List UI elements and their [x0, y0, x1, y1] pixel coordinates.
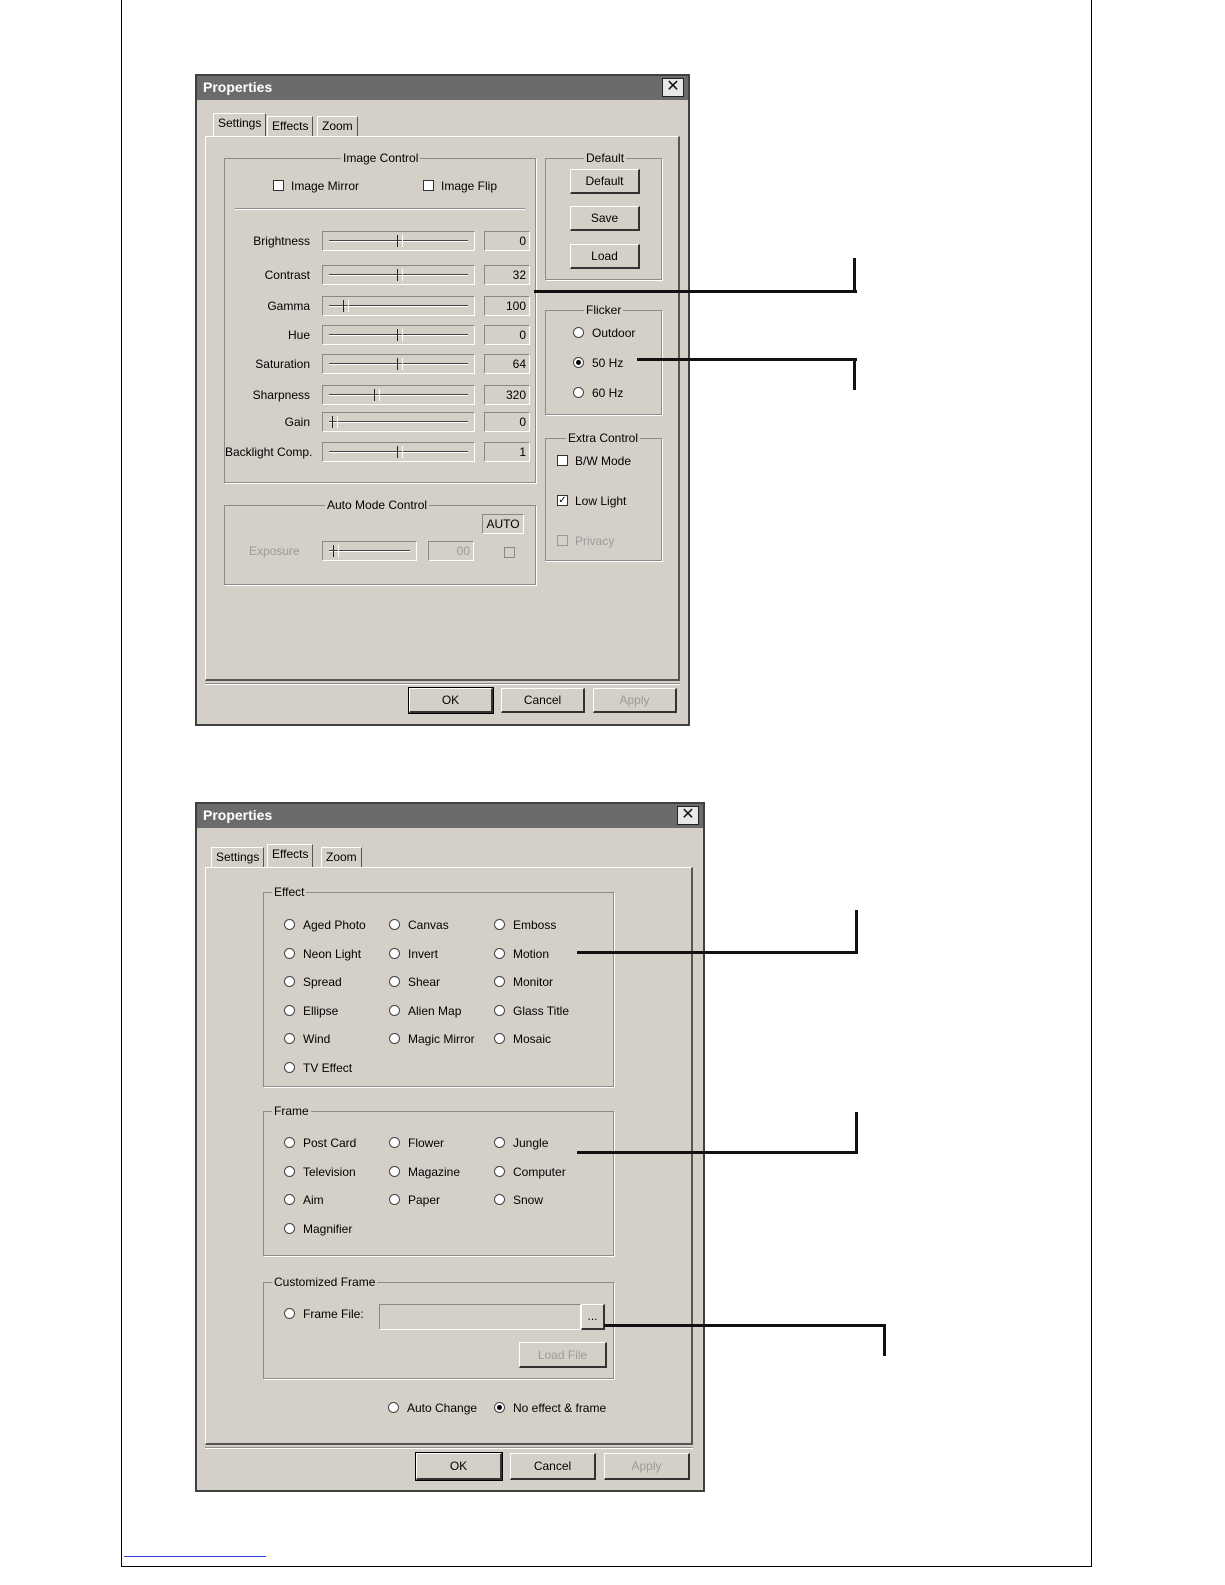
tv-effect-radio[interactable] [284, 1062, 295, 1073]
paper-radio[interactable] [389, 1194, 400, 1205]
magazine-label: Magazine [408, 1164, 461, 1179]
footer-separator [205, 683, 680, 685]
callout-line-gamma [534, 290, 857, 293]
magic-mirror-radio[interactable] [389, 1033, 400, 1044]
bw-mode-checkbox[interactable] [557, 455, 568, 466]
callout-tick-frame [855, 1112, 858, 1154]
computer-radio[interactable] [494, 1166, 505, 1177]
low-light-checkbox[interactable]: ✓ [558, 495, 567, 506]
default-button[interactable]: Default [570, 169, 640, 194]
image-control-legend: Image Control [343, 151, 419, 165]
backlight-comp-slider[interactable] [322, 442, 475, 462]
properties-dialog-effects [195, 802, 705, 1492]
canvas-radio[interactable] [389, 919, 400, 930]
saturation-value: 64 [484, 354, 530, 374]
monitor-radio[interactable] [494, 976, 505, 987]
browse-button[interactable]: ... [581, 1304, 605, 1330]
image-control-group [224, 151, 536, 483]
sharpness-slider-thumb[interactable] [374, 389, 380, 401]
dialog-title: Properties [203, 807, 273, 823]
frame-file-radio[interactable] [284, 1308, 295, 1319]
exposure-label: Exposure [249, 544, 300, 558]
frame-file-label: Frame File: [303, 1307, 364, 1321]
exposure-value: 00 [428, 541, 474, 561]
close-icon[interactable]: ✕ [677, 806, 699, 825]
callout-tick-effect [855, 910, 858, 954]
callout-tick-gamma [853, 258, 856, 293]
flicker-50-hz-radio[interactable] [573, 357, 584, 368]
cancel-button[interactable]: Cancel [501, 688, 585, 713]
exposure-slider[interactable] [322, 541, 417, 561]
aged-photo-radio[interactable] [284, 919, 295, 930]
television-radio[interactable] [284, 1166, 295, 1177]
frame-legend: Frame [274, 1104, 309, 1118]
contrast-slider-thumb[interactable] [397, 269, 403, 281]
snow-radio[interactable] [494, 1194, 505, 1205]
post-card-label: Post Card [303, 1136, 357, 1150]
alien-map-radio[interactable] [389, 1005, 400, 1016]
extra-control-legend: Extra Control [568, 431, 639, 445]
tab-zoom[interactable]: Zoom [317, 116, 358, 136]
saturation-label: Saturation [255, 357, 310, 371]
gain-slider-thumb[interactable] [332, 416, 338, 428]
contrast-label: Contrast [264, 268, 310, 282]
load-file-button[interactable]: Load File [519, 1342, 607, 1368]
saturation-slider-thumb[interactable] [397, 358, 403, 370]
gamma-label: Gamma [267, 299, 310, 313]
hue-slider-thumb[interactable] [397, 329, 403, 341]
gain-value: 0 [484, 412, 530, 432]
callout-line-custom-frame [604, 1324, 886, 1327]
tab-zoom[interactable]: Zoom [321, 847, 362, 867]
save-button[interactable]: Save [570, 206, 640, 231]
shear-radio[interactable] [389, 976, 400, 987]
gamma-slider-thumb[interactable] [343, 300, 349, 312]
properties-dialog-settings [195, 74, 690, 726]
snow-label: Snow [513, 1193, 544, 1207]
post-card-radio[interactable] [284, 1137, 295, 1148]
flicker-50-hz-label: 50 Hz [592, 356, 624, 370]
no-effect-label: No effect & frame [513, 1401, 607, 1415]
tab-effects[interactable]: Effects [267, 844, 313, 867]
low-light-label: Low Light [575, 494, 627, 508]
hue-label: Hue [287, 328, 310, 342]
image-flip-label: Image Flip [441, 179, 498, 193]
canvas-label: Canvas [408, 918, 449, 932]
auto-change-radio[interactable] [388, 1402, 399, 1413]
gain-slider[interactable] [322, 412, 475, 432]
exposure-auto-checkbox[interactable] [504, 547, 515, 558]
callout-line-flicker [637, 358, 857, 361]
load-button[interactable]: Load [570, 244, 640, 269]
auto-mode-legend: Auto Mode Control [327, 498, 428, 512]
jungle-label: Jungle [513, 1136, 549, 1150]
emboss-radio[interactable] [494, 919, 505, 930]
auto-change-label: Auto Change [407, 1401, 478, 1415]
brightness-label: Brightness [253, 234, 310, 248]
brightness-slider[interactable] [322, 231, 475, 251]
cancel-button[interactable]: Cancel [510, 1453, 596, 1480]
glass-title-radio[interactable] [494, 1005, 505, 1016]
sharpness-label: Sharpness [252, 388, 310, 402]
close-icon[interactable]: ✕ [662, 78, 684, 97]
auto-label-box: AUTO [482, 514, 524, 534]
callout-line-frame [577, 1151, 858, 1154]
tab-effects[interactable]: Effects [267, 116, 313, 136]
magnifier-radio[interactable] [284, 1223, 295, 1234]
invert-radio[interactable] [389, 948, 400, 959]
footer-separator [205, 1447, 693, 1449]
customized-frame-legend: Customized Frame [274, 1275, 376, 1289]
flicker-outdoor-label: Outdoor [592, 326, 636, 340]
mosaic-radio[interactable] [494, 1033, 505, 1044]
aged-photo-label: Aged Photo [303, 918, 366, 932]
gamma-slider-track [329, 305, 468, 307]
gain-label: Gain [284, 415, 310, 429]
ok-button[interactable]: OK [416, 1453, 502, 1480]
bw-mode-label: B/W Mode [575, 454, 632, 468]
ellipse-label: Ellipse [303, 1003, 339, 1018]
callout-line-effect [577, 951, 858, 954]
frame-file-input[interactable] [379, 1304, 581, 1330]
flicker-legend: Flicker [586, 303, 622, 317]
exposure-slider-track [329, 550, 410, 552]
contrast-value: 32 [484, 265, 530, 285]
title-bar[interactable] [197, 76, 688, 100]
motion-label: Motion [513, 946, 550, 961]
aim-radio[interactable] [284, 1194, 295, 1205]
flicker-60-hz-label: 60 Hz [592, 386, 624, 400]
apply-button[interactable]: Apply [593, 688, 677, 713]
image-control-separator [235, 208, 525, 210]
glass-title-label: Glass Title [513, 1003, 570, 1018]
backlight-comp-label: Backlight Comp. [225, 445, 313, 459]
image-mirror-checkbox[interactable] [273, 180, 284, 191]
monitor-label: Monitor [513, 975, 554, 989]
shear-label: Shear [408, 975, 441, 989]
brightness-slider-thumb[interactable] [397, 235, 403, 247]
neon-light-label: Neon Light [303, 946, 362, 961]
jungle-radio[interactable] [494, 1137, 505, 1148]
dialog-title: Properties [203, 79, 273, 95]
ok-button[interactable]: OK [409, 688, 493, 713]
privacy-label: Privacy [575, 534, 615, 548]
no-effect-radio[interactable] [494, 1402, 505, 1413]
default-legend: Default [586, 151, 625, 165]
television-label: Television [303, 1164, 356, 1179]
backlight-comp-slider-thumb[interactable] [397, 446, 403, 458]
hue-value: 0 [484, 325, 530, 345]
motion-radio[interactable] [494, 948, 505, 959]
gain-slider-track [329, 421, 468, 423]
invert-label: Invert [408, 946, 439, 961]
contrast-slider[interactable] [322, 265, 475, 285]
spread-label: Spread [303, 975, 342, 989]
flicker-60-hz-radio[interactable] [573, 387, 584, 398]
image-mirror-label: Image Mirror [291, 179, 360, 193]
footer-link-line [124, 1556, 266, 1557]
tab-settings[interactable]: Settings [213, 113, 266, 136]
computer-label: Computer [513, 1164, 566, 1179]
sharpness-slider-track [329, 394, 468, 396]
brightness-value: 0 [484, 231, 530, 251]
callout-tick-flicker [853, 358, 856, 390]
mosaic-label: Mosaic [513, 1032, 552, 1046]
wind-radio[interactable] [284, 1033, 295, 1044]
flower-label: Flower [408, 1136, 445, 1150]
neon-light-radio[interactable] [284, 948, 295, 959]
sharpness-value: 320 [484, 385, 530, 405]
saturation-slider[interactable] [322, 354, 475, 374]
backlight-comp-value: 1 [484, 442, 530, 462]
hue-slider[interactable] [322, 325, 475, 345]
tv-effect-label: TV Effect [303, 1060, 353, 1075]
gamma-slider[interactable] [322, 296, 475, 316]
wind-label: Wind [303, 1032, 331, 1046]
magic-mirror-label: Magic Mirror [408, 1032, 475, 1046]
alien-map-label: Alien Map [408, 1003, 462, 1018]
title-bar[interactable] [197, 804, 703, 828]
aim-label: Aim [303, 1193, 324, 1207]
apply-button[interactable]: Apply [604, 1453, 690, 1480]
sharpness-slider[interactable] [322, 385, 475, 405]
gamma-value: 100 [484, 296, 530, 316]
magnifier-label: Magnifier [303, 1221, 353, 1236]
magazine-radio[interactable] [389, 1166, 400, 1177]
tab-settings[interactable]: Settings [211, 847, 264, 867]
image-flip-checkbox[interactable] [423, 180, 434, 191]
ellipse-radio[interactable] [284, 1005, 295, 1016]
privacy-checkbox[interactable] [557, 535, 568, 546]
callout-tick-custom-frame [883, 1324, 886, 1356]
exposure-slider-thumb[interactable] [333, 545, 339, 557]
spread-radio[interactable] [284, 976, 295, 987]
effect-legend: Effect [274, 885, 305, 899]
flicker-outdoor-radio[interactable] [573, 327, 584, 338]
paper-label: Paper [408, 1193, 441, 1207]
flower-radio[interactable] [389, 1137, 400, 1148]
emboss-label: Emboss [513, 918, 557, 932]
